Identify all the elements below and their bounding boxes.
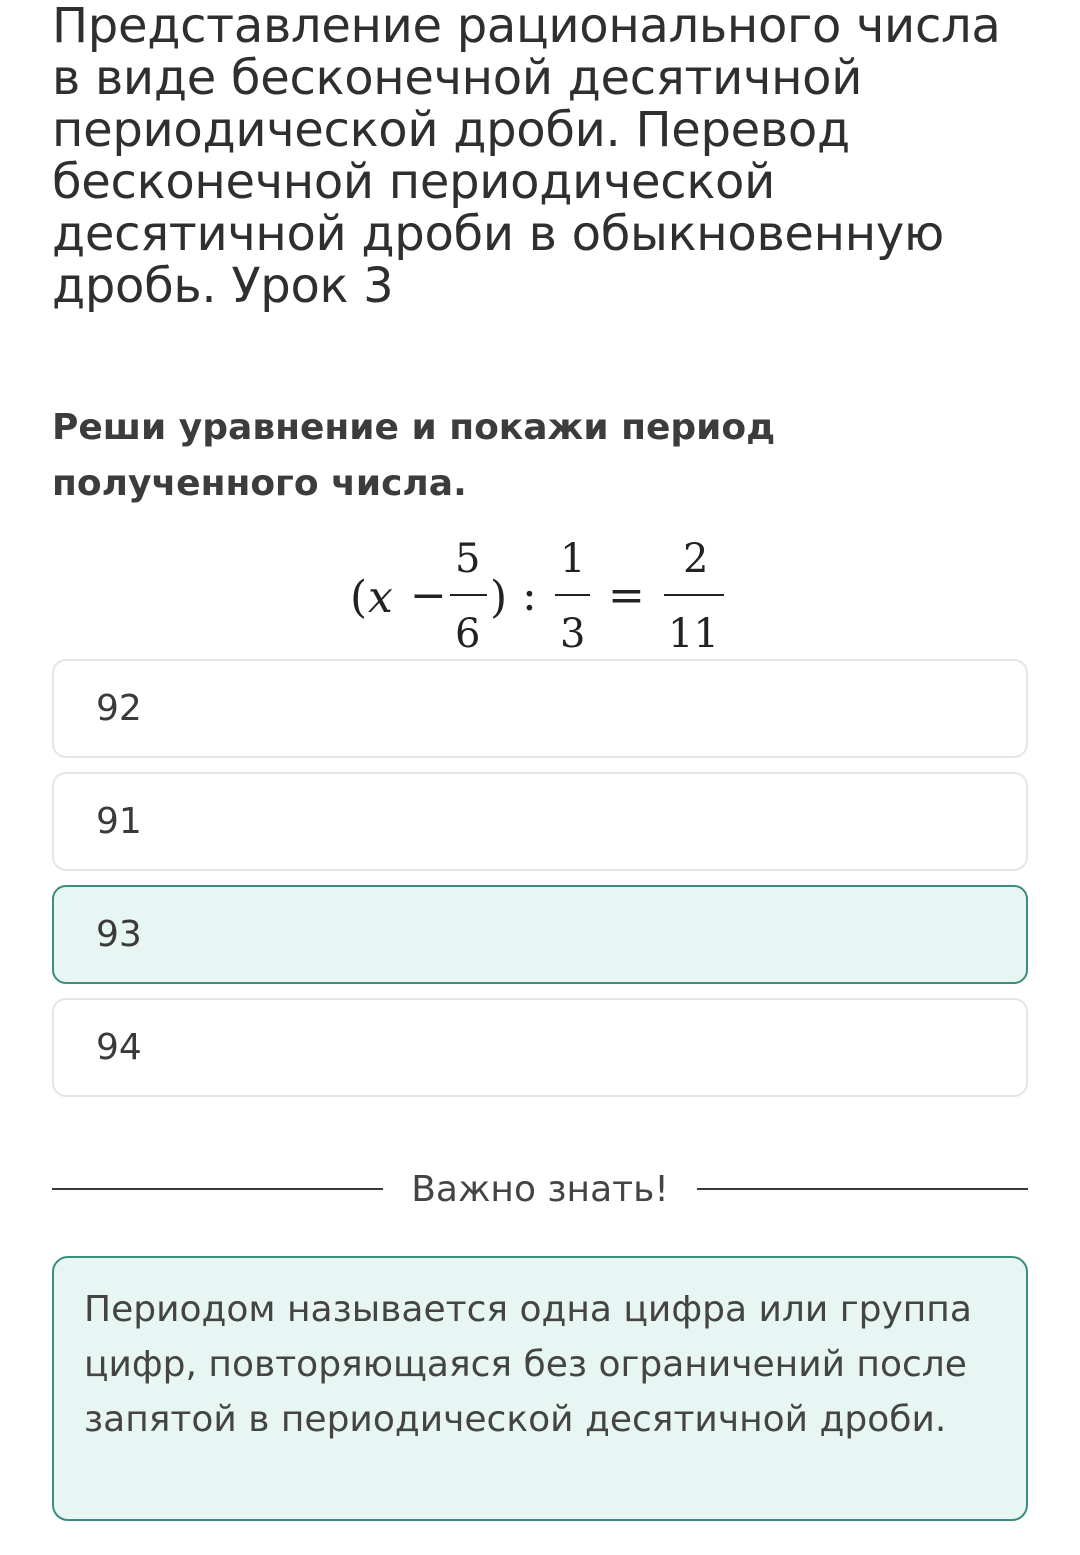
divider-line-left <box>52 1188 383 1190</box>
equation-minus: − <box>410 570 447 621</box>
fraction2-numerator: 1 <box>560 536 586 582</box>
answer-option-label: 92 <box>96 688 142 729</box>
fraction3-numerator: 2 <box>683 536 709 582</box>
important-heading: Важно знать! <box>411 1168 669 1210</box>
fraction2-denominator: 3 <box>560 611 586 657</box>
answer-option-selected[interactable] <box>52 885 1028 984</box>
important-info-box <box>52 1256 1028 1521</box>
answer-option[interactable] <box>52 998 1028 1097</box>
fraction1-denominator: 6 <box>455 611 481 657</box>
fraction3-denominator: 11 <box>668 611 719 657</box>
equation-open-paren: ( <box>350 572 368 623</box>
lesson-title: Представление рационального числа в виде бесконечной десятичной периодической дроби. Перевод бесконечной периодической десятичной дроби в обыкновенную дробь. Урок 3 <box>52 0 1001 314</box>
divider-line-right <box>697 1188 1028 1190</box>
answer-option-label: 94 <box>96 1027 142 1068</box>
important-divider <box>52 1162 1028 1216</box>
answer-options <box>52 659 1028 1111</box>
answer-option-label: 91 <box>96 801 142 842</box>
equation-close-paren: ) <box>490 572 508 623</box>
equation-divide: : <box>522 570 537 621</box>
fraction1-numerator: 5 <box>455 536 481 582</box>
answer-option[interactable] <box>52 659 1028 758</box>
question-text: Реши уравнение и покажи период полученного числа. <box>52 407 776 504</box>
answer-option-label: 93 <box>96 914 142 955</box>
equation-equals: = <box>608 570 645 621</box>
equation-variable: x <box>368 572 393 623</box>
answer-option[interactable] <box>52 772 1028 871</box>
important-text: Периодом называется одна цифра или группа цифр, повторяющаяся без ограничений после запятой в периодической десятичной дроби. <box>84 1289 972 1440</box>
equation <box>300 530 780 660</box>
